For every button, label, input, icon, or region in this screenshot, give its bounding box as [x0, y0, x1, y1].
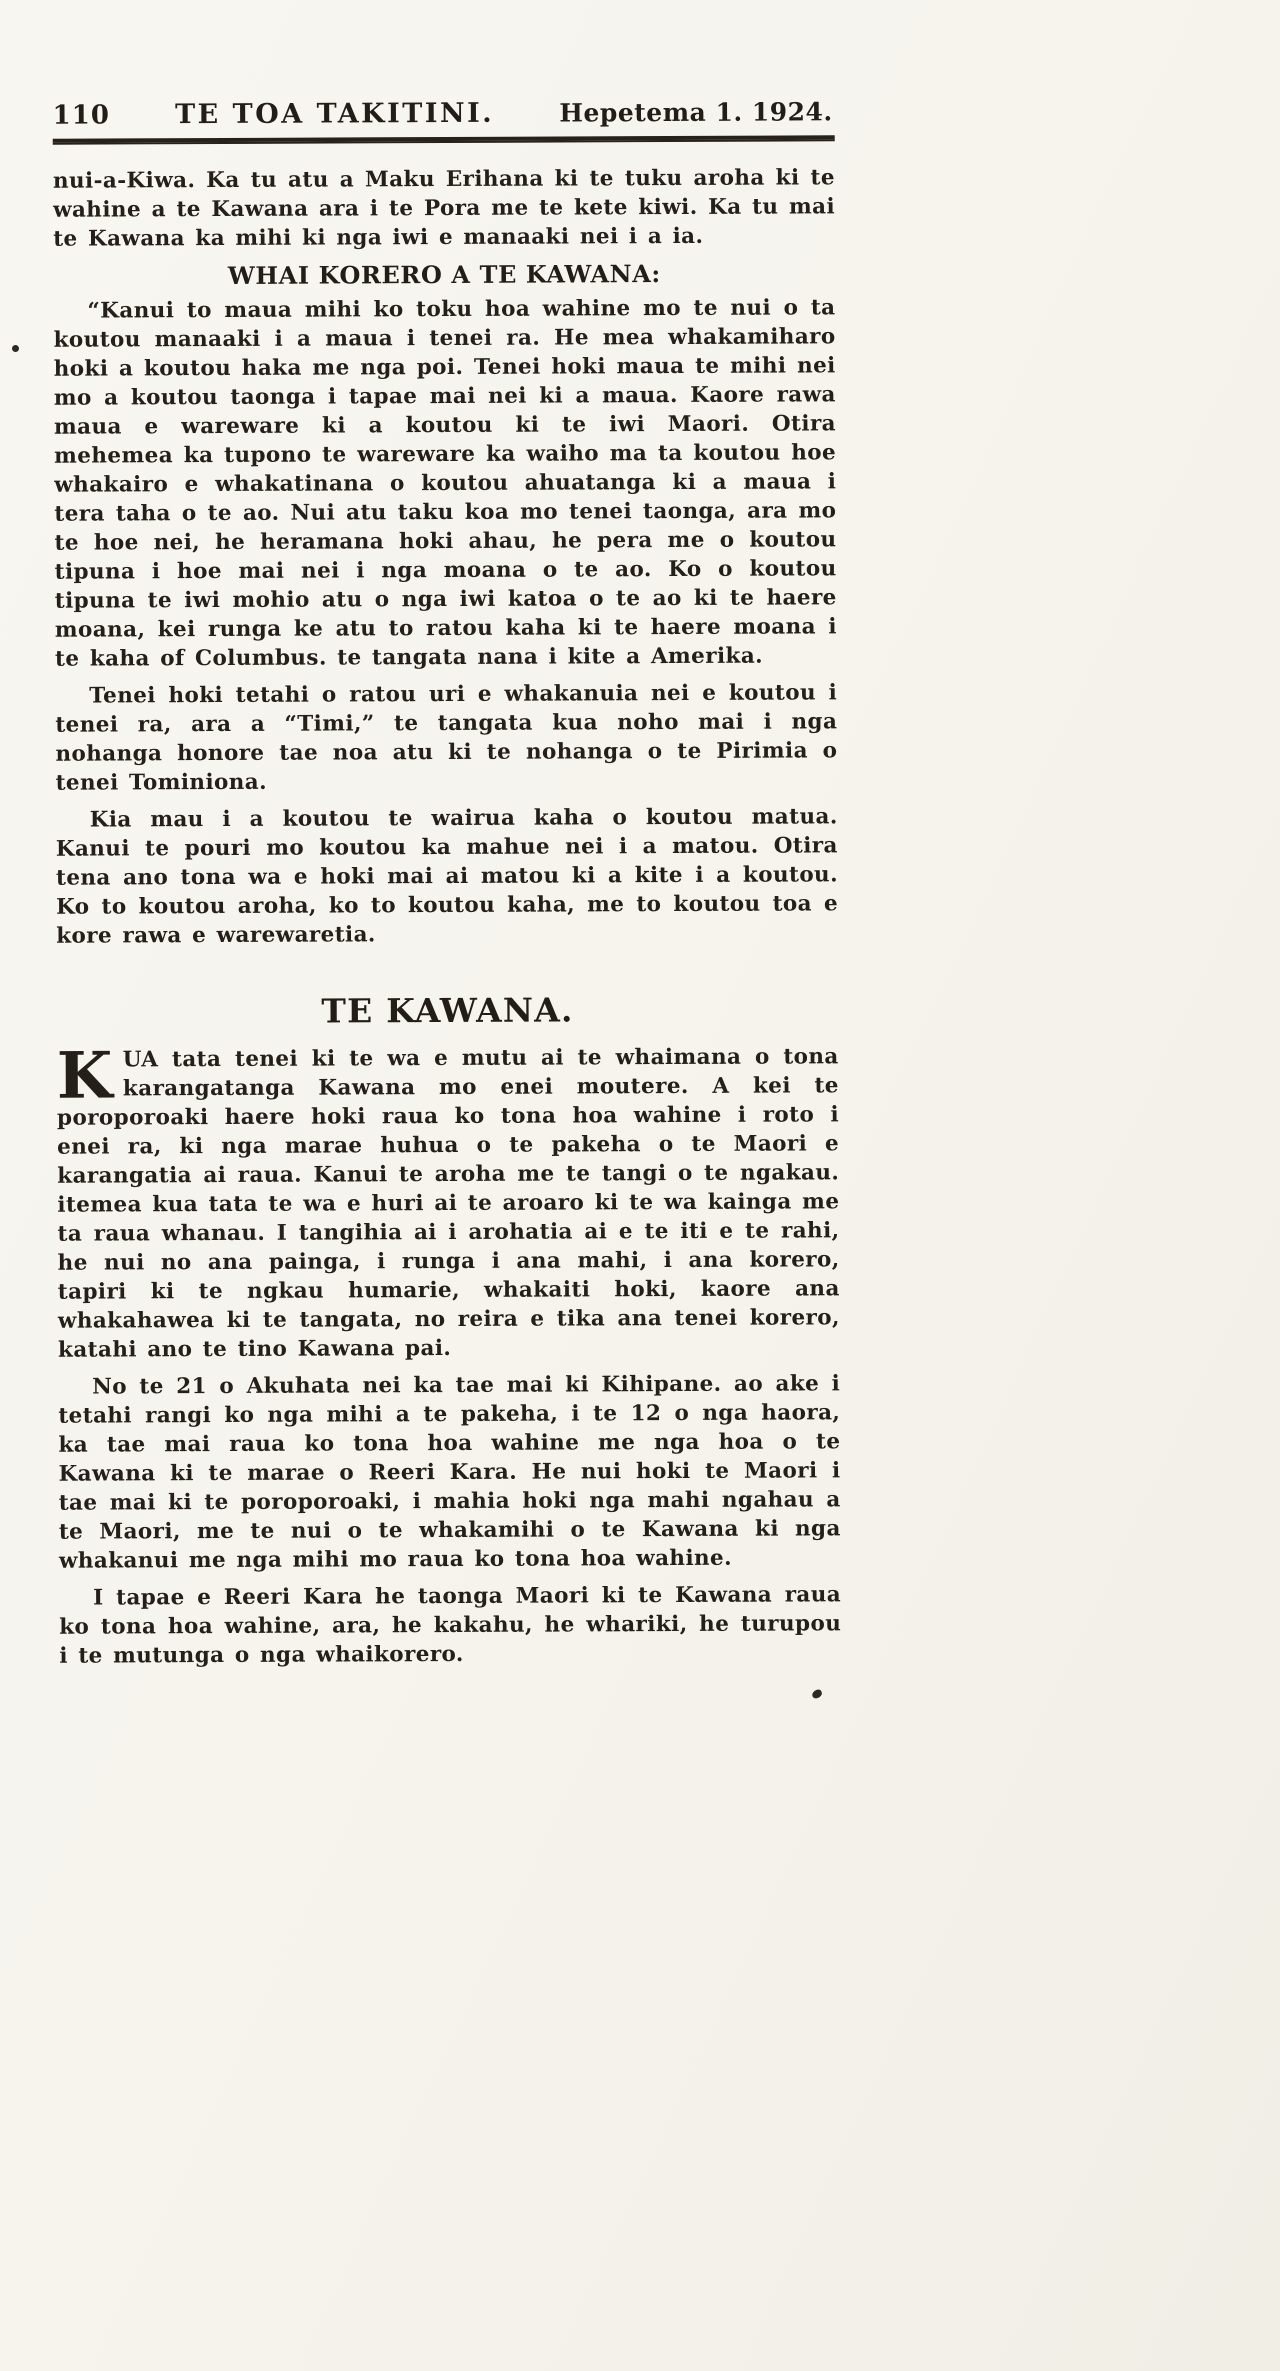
drop-cap-letter: K — [56, 1038, 114, 1114]
paragraph-gifts: I tapae e Reeri Kara he taonga Maori ki te Kawana raua ko tona hoa wahine, ara, he kakahu, he whariki, he turupou i te mutunga o nga whaikorero. — [59, 1582, 842, 1669]
paragraph-dropcap-text: UA tata tenei ki te wa e mutu ai te whaimana o tona karangatanga Kawana mo enei moutere. A kei te poroporoaki haere hoki raua ko tona hoa wahine i roto i enei ra, ki nga marae huhua o te pakeha o te Maori e karangatia ai raua. Kanui te aroha me te tangi o te ngakau. itemea kua tata te wa e huri ai te aroaro ki te wa kainga me ta raua whanau. I tangihia ai i arohatia ai e te iti e te rahi, he nui no ana painga, i runga i ana mahi, i ana korero, tapiri ki te ngkau humarie, whakaiti hoki, kaore ana whakahawea ki te tangata, no reira e tika ana tenei korero, katahi ano te tino Kawana pai. — [56, 1044, 840, 1363]
page-content — [53, 96, 842, 1678]
paragraph-farewell: Kia mau i a koutou te wairua kaha o koutou matua. Kanui te pouri mo koutou ka mahue nei i a matou. Otira tena ano tona wa e hoki mai ai matou ki a kite i a koutou. Ko to koutou aroha, ko to koutou kaha, me to koutou toa e kore rawa e warewaretia. — [55, 804, 839, 949]
article-body — [53, 163, 842, 1670]
paragraph-timi: Tenei hoki tetahi o ratou uri e whakanuia nei e koutou i tenei ra, ara a “Timi,” te tangata kua noho mai i nga nohanga honore tae noa atu ki te nohanga o te Pirimia o tenei Tominiona. — [55, 680, 838, 796]
page-number: 110 — [52, 100, 110, 131]
issue-date: Hepetema 1. 1924. — [559, 97, 833, 128]
paragraph-arrival: No te 21 o Akuhata nei ka tae mai ki Kihipane. ao ake i tetahi rangi ko nga mihi a te pakeha, i te 12 o nga haora, ka tae mai raua ko tona hoa wahine me nga hoa o te Kawana ki te marae o Reeri Kara. He nui hoki te Maori i tae mai ki te poroporoaki, i mahia hoki nga mahi ngahau a te Maori, me te nui o te whakamihi o te Kawana ki nga whakanui me nga mihi mo raua ko tona hoa wahine. — [58, 1371, 841, 1574]
section-heading-whai-korero: WHAI KORERO A TE KAWANA: — [227, 259, 661, 290]
paragraph-continuation: nui-a-Kiwa. Ka tu atu a Maku Erihana ki te tuku aroha ki te wahine a te Kawana ara i te Pora me te kete kiwi. Ka tu mai te Kawana ka mihi ki nga iwi e manaaki nei i a ia. — [52, 165, 836, 252]
ink-mark — [811, 1689, 823, 1700]
scan-speck — [12, 345, 19, 352]
paragraph-dropcap — [56, 1038, 840, 1364]
journal-title: TE TOA TAKITINI. — [174, 97, 495, 131]
section-heading-te-kawana: TE KAWANA. — [321, 990, 574, 1031]
paragraph-speech: “Kanui to maua mihi ko toku hoa wahine mo te nui o ta koutou manaaki i a maua i tenei ra. He mea whakamiharo hoki a koutou haka me nga poi. Tenei hoki maua te mihi nei mo a koutou taonga i tapae mai nei ki a maua. Kaore rawa maua e wareware ki a koutou ki te iwi Maori. Otira mehemea ka tupono te wareware ka waiho ma ta koutou hoe whakairo e whakatinana o koutou ahuatanga ki a maua i tera taha o te ao. Nui atu taku koa mo tenei taonga, ara mo te hoe nei, he heramana hoki ahau, he pera me o koutou tipuna i hoe mai nei i nga moana o te ao. Ko o koutou tipuna te iwi mohio atu o nga iwi katoa o te ao ki te haere moana, kei runga ke atu to ratou kaha ki te haere moana i te kaha of Columbus. te tangata nana i kite a Amerika. — [53, 295, 837, 672]
masthead — [53, 96, 835, 138]
